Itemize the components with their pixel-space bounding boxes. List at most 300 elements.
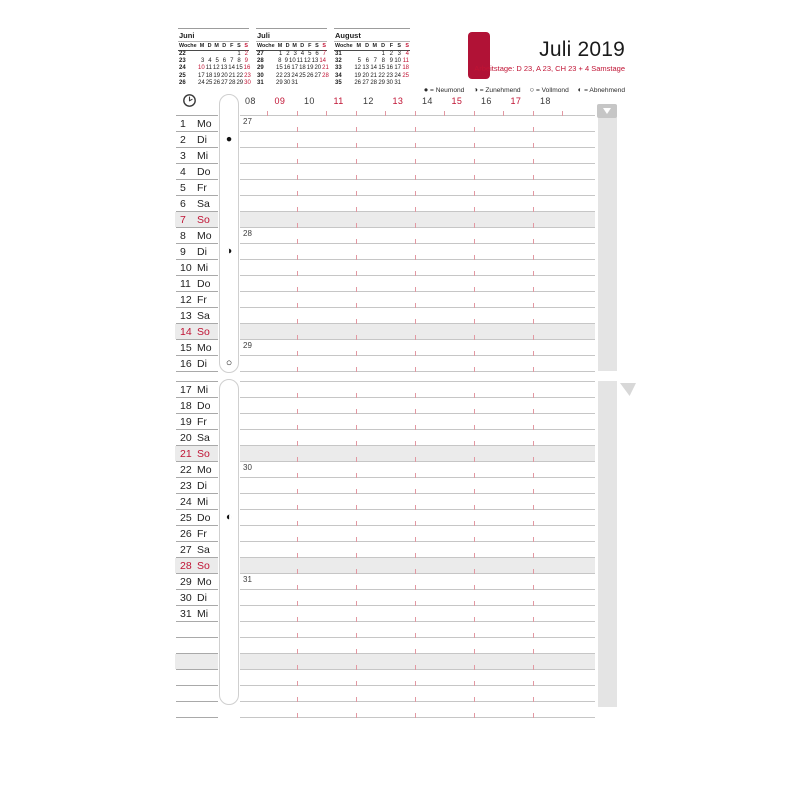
- mini-calendar-day: 14: [370, 65, 377, 72]
- mini-calendar-day: 5: [308, 50, 312, 57]
- weekday-label: Fr: [197, 527, 207, 540]
- mini-calendar-day: 11: [402, 57, 409, 64]
- moon-icon: ◐: [577, 85, 583, 94]
- label-row-line: [176, 147, 218, 148]
- mini-calendar-week: [256, 65, 327, 72]
- mini-calendar-day: 25: [402, 72, 409, 79]
- mini-calendar-august: [334, 28, 410, 88]
- day-slot-row[interactable]: [240, 397, 595, 413]
- day-number: 11: [180, 277, 191, 290]
- workdays-note: Arbeitstage: D 23, A 23, CH 23 + 4 Samstage: [474, 64, 625, 73]
- mini-calendar-week: [334, 58, 410, 65]
- day-slot-row[interactable]: [240, 131, 595, 147]
- mini-calendar-day: 28: [228, 80, 236, 87]
- weekday-label: Fr: [197, 181, 207, 194]
- day-number: 2: [180, 133, 186, 146]
- binding-strip-bottom: [219, 379, 239, 705]
- week-number: 31: [335, 50, 342, 57]
- day-number: 4: [180, 165, 186, 178]
- label-row-line: [176, 541, 218, 542]
- mini-calendar-day: 14: [319, 57, 326, 64]
- day-slot-row[interactable]: [240, 381, 595, 397]
- calendar-week-number: 29: [243, 341, 252, 350]
- day-number: 25: [180, 511, 192, 524]
- mini-calendar-week: [256, 58, 327, 65]
- calendar-week-number: 30: [243, 463, 252, 472]
- mini-calendar-day: 3: [200, 57, 205, 64]
- day-slot-row[interactable]: [240, 509, 595, 525]
- mini-calendar-day: 11: [296, 57, 303, 64]
- week-number: 23: [179, 57, 186, 64]
- mini-calendar-day: 26: [306, 72, 314, 79]
- mini-calendar-day: 18: [299, 65, 306, 72]
- mini-calendar-day: 30: [244, 80, 251, 87]
- mini-calendar-day: 8: [381, 57, 385, 64]
- hour-label: 17: [510, 96, 522, 106]
- label-row-line: [176, 307, 218, 308]
- mini-calendar-day: [313, 80, 320, 87]
- mini-calendar-week: [334, 80, 410, 87]
- mini-calendar-week: [334, 51, 410, 58]
- day-number: 29: [180, 575, 192, 588]
- day-slot-row[interactable]: [240, 541, 595, 557]
- week-column-label: Woche: [257, 42, 275, 49]
- mini-calendar-day: 21: [322, 65, 329, 72]
- label-row-line: [176, 195, 218, 196]
- mini-calendar-day: 29: [276, 80, 283, 87]
- mini-calendar-week: [256, 73, 327, 80]
- weekday-header: D: [222, 42, 227, 49]
- day-slot-row[interactable]: [240, 339, 595, 355]
- weekday-header: S: [237, 42, 241, 49]
- day-number: 7: [180, 213, 186, 226]
- mini-calendar-day: 15: [235, 65, 243, 72]
- day-slot-row[interactable]: [240, 355, 595, 371]
- mini-calendar-day: 2: [286, 50, 290, 57]
- day-slot-row[interactable]: [240, 573, 595, 589]
- label-row-line: [176, 355, 218, 356]
- mini-calendar-day: 5: [357, 57, 361, 64]
- mini-calendar-day: 27: [221, 80, 228, 87]
- notes-slot-row[interactable]: [240, 685, 595, 701]
- weekday-header: S: [322, 42, 326, 49]
- label-row-line: [176, 381, 218, 382]
- day-number: 22: [180, 463, 192, 476]
- day-slot-row[interactable]: [240, 259, 595, 275]
- mini-calendar-day: 28: [322, 72, 329, 79]
- label-row-line: [176, 717, 218, 718]
- mini-calendar-day: 20: [314, 65, 322, 72]
- mini-calendar-day: 7: [373, 57, 377, 64]
- hour-label: 10: [304, 96, 315, 106]
- calendar-week-number: 28: [243, 229, 252, 238]
- mini-calendar-day: [213, 51, 220, 58]
- mini-calendar-day: [198, 51, 205, 58]
- day-slot-row[interactable]: [240, 445, 595, 461]
- weekday-label: Di: [197, 591, 207, 604]
- weekday-label: Do: [197, 511, 211, 524]
- right-margin-bar-bottom: [598, 381, 617, 707]
- day-slot-row[interactable]: [240, 557, 595, 573]
- mini-calendar-day: 19: [213, 72, 221, 79]
- week-number: 22: [179, 50, 186, 57]
- label-row-line: [176, 115, 218, 116]
- day-slot-row[interactable]: [240, 195, 595, 211]
- weekday-label: Mi: [197, 261, 209, 274]
- label-row-line: [176, 685, 218, 686]
- label-row-line: [176, 509, 218, 510]
- mini-calendar-day: 13: [220, 65, 228, 72]
- label-row-line: [176, 621, 218, 622]
- day-number: 19: [180, 415, 192, 428]
- mini-calendar-day: 7: [322, 50, 326, 57]
- notes-slot-row[interactable]: [240, 637, 595, 653]
- week-column-label: Woche: [335, 42, 353, 49]
- mini-calendar-week: [178, 65, 249, 72]
- hour-label: 11: [333, 96, 344, 106]
- weekday-label: Sa: [197, 197, 210, 210]
- weekday-header: S: [405, 42, 409, 49]
- weekday-label: Mi: [197, 149, 209, 162]
- legend-item: ◑ = Zunehmend: [473, 85, 521, 94]
- weekday-header: M: [214, 42, 219, 49]
- day-number: 27: [180, 543, 192, 556]
- timeline-row-line: [240, 717, 595, 718]
- mini-calendar-day: 9: [389, 57, 393, 64]
- mini-calendar-day: 9: [284, 57, 289, 64]
- mini-calendar-juni: [178, 28, 249, 88]
- moon-icon: ●: [423, 85, 429, 94]
- week-number: 29: [257, 65, 264, 72]
- notes-slot-row[interactable]: [240, 701, 595, 717]
- mini-calendar-day: 24: [198, 80, 205, 87]
- mini-calendar-day: 10: [289, 57, 296, 64]
- week-number: 25: [179, 72, 186, 79]
- label-row-line: [176, 371, 218, 372]
- moon-icon: ◑: [473, 85, 478, 94]
- mini-calendar-day: [370, 51, 378, 58]
- mini-calendar-day: [299, 80, 306, 87]
- day-slot-row[interactable]: [240, 429, 595, 445]
- mini-calendar-day: 20: [362, 72, 369, 79]
- label-row-line: [176, 275, 218, 276]
- weekday-label: Di: [197, 479, 207, 492]
- mini-calendar-day: 16: [283, 65, 291, 72]
- mini-calendar-day: 6: [315, 50, 319, 57]
- label-row-line: [176, 131, 218, 132]
- day-number: 23: [180, 479, 192, 492]
- mini-calendar-day: 10: [198, 65, 205, 72]
- mini-calendar-juli: [256, 28, 327, 88]
- weekday-header: F: [230, 42, 234, 49]
- week-number: 34: [335, 72, 342, 79]
- mini-calendar-day: 17: [198, 72, 205, 79]
- day-number: 8: [180, 229, 186, 242]
- day-slot-row[interactable]: [240, 275, 595, 291]
- label-row-line: [176, 573, 218, 574]
- moon-phase-icon: ○: [225, 357, 233, 369]
- label-row-line: [176, 339, 218, 340]
- weekday-label: Sa: [197, 431, 210, 444]
- day-number: 3: [180, 149, 186, 162]
- day-slot-row[interactable]: [240, 211, 595, 227]
- mini-calendar-day: 18: [205, 72, 213, 79]
- day-slot-row[interactable]: [240, 461, 595, 477]
- weekday-header: S: [244, 42, 248, 49]
- label-row-line: [176, 243, 218, 244]
- mini-calendar-day: 4: [208, 57, 212, 64]
- weekday-label: Mo: [197, 341, 212, 354]
- mini-calendar-day: 23: [244, 72, 251, 79]
- hour-label: 15: [451, 96, 463, 106]
- mini-calendar-week: [334, 73, 410, 80]
- mini-calendar-day: 4: [405, 50, 409, 57]
- weekday-header: S: [397, 42, 401, 49]
- weekday-header: F: [308, 42, 312, 49]
- week-number: 30: [257, 72, 264, 79]
- weekday-header: M: [356, 42, 361, 49]
- mini-calendar-day: 24: [394, 72, 401, 79]
- mini-calendar-header: [178, 42, 249, 50]
- hour-label: 14: [422, 96, 433, 106]
- weekday-header: D: [300, 42, 305, 49]
- mini-calendar-day: 23: [386, 72, 393, 79]
- label-row-line: [176, 477, 218, 478]
- day-slot-row[interactable]: [240, 147, 595, 163]
- week-column-label: Woche: [179, 42, 197, 49]
- hour-label: 13: [392, 96, 404, 106]
- mini-calendar-day: 6: [222, 57, 227, 64]
- mini-calendar-day: 13: [362, 65, 369, 72]
- moon-phase-icon: ●: [225, 133, 233, 145]
- mini-calendar-day: 19: [354, 72, 361, 79]
- mini-calendar-day: 31: [394, 80, 401, 87]
- day-slot-row[interactable]: [240, 115, 595, 131]
- day-slot-row[interactable]: [240, 493, 595, 509]
- day-slot-row[interactable]: [240, 605, 595, 621]
- week-number: 33: [335, 65, 342, 72]
- label-row-line: [176, 179, 218, 180]
- clock-icon: [182, 93, 197, 108]
- weekday-header: M: [292, 42, 297, 49]
- notes-slot-row[interactable]: [240, 669, 595, 685]
- mini-calendar-week: [178, 51, 249, 58]
- label-row-line: [176, 605, 218, 606]
- day-number: 24: [180, 495, 192, 508]
- label-row-line: [176, 637, 218, 638]
- day-number: 15: [180, 341, 192, 354]
- day-slot-row[interactable]: [240, 413, 595, 429]
- day-slot-row[interactable]: [240, 589, 595, 605]
- mini-calendar-day: 1: [381, 50, 385, 57]
- weekday-label: Sa: [197, 543, 210, 556]
- mini-calendar-day: 26: [354, 80, 361, 87]
- label-row-line: [176, 589, 218, 590]
- day-slot-row[interactable]: [240, 227, 595, 243]
- mini-calendar-day: 16: [386, 65, 393, 72]
- day-slot-row[interactable]: [240, 291, 595, 307]
- weekday-label: Sa: [197, 309, 210, 322]
- day-slot-row[interactable]: [240, 323, 595, 339]
- scroll-down-button[interactable]: [597, 104, 617, 118]
- day-number: 17: [180, 383, 192, 396]
- label-row-line: [176, 669, 218, 670]
- mini-calendar-week: [334, 65, 410, 72]
- legend-item: ● = Neumond: [423, 85, 465, 94]
- mini-calendar-week: [178, 80, 249, 87]
- mini-calendar-day: 10: [394, 57, 401, 64]
- notes-slot-row[interactable]: [240, 653, 595, 669]
- mini-calendar-day: 30: [283, 80, 291, 87]
- weekday-label: Mi: [197, 607, 209, 620]
- weekday-header: D: [207, 42, 212, 49]
- calendar-week-number: 31: [243, 575, 252, 584]
- day-number: 9: [180, 245, 186, 258]
- mini-calendar-day: 22: [378, 72, 385, 79]
- weekday-header: F: [389, 42, 393, 49]
- calendar-week-number: 27: [243, 117, 252, 126]
- weekday-label: Di: [197, 245, 207, 258]
- mini-calendar-day: 3: [397, 50, 401, 57]
- day-slot-row[interactable]: [240, 163, 595, 179]
- mini-calendar-day: 21: [228, 72, 236, 79]
- moon-phase-icon: ◐: [225, 511, 233, 523]
- mini-calendar-day: 25: [299, 72, 306, 79]
- day-number: 14: [180, 325, 192, 338]
- label-row-line: [176, 397, 218, 398]
- moon-icon: ○: [529, 85, 535, 94]
- mini-calendar-day: 2: [244, 50, 248, 57]
- weekday-label: Fr: [197, 293, 207, 306]
- label-row-line: [176, 227, 218, 228]
- weekday-label: Do: [197, 165, 211, 178]
- mini-calendar-day: 19: [306, 65, 314, 72]
- sunday-band-label: [175, 654, 218, 669]
- weekday-header: D: [285, 42, 290, 49]
- week-number: 31: [257, 80, 264, 87]
- mini-calendar-title: August: [335, 30, 361, 40]
- mini-calendar-day: 30: [386, 80, 393, 87]
- day-slot-row[interactable]: [240, 243, 595, 259]
- legend-item: ◐ = Abnehmend: [577, 85, 625, 94]
- label-row-line: [176, 429, 218, 430]
- mini-calendar-day: 24: [291, 72, 299, 79]
- weekday-header: M: [199, 42, 205, 49]
- mini-calendar-day: 4: [300, 50, 305, 57]
- weekday-label: So: [197, 559, 210, 572]
- weekday-header: S: [315, 42, 319, 49]
- mini-calendar-day: 16: [243, 65, 251, 72]
- day-number: 5: [180, 181, 186, 194]
- day-number: 26: [180, 527, 192, 540]
- mini-calendar-day: 8: [278, 57, 282, 64]
- mini-calendar-day: 25: [205, 80, 213, 87]
- weekday-header: M: [277, 42, 283, 49]
- day-slot-row[interactable]: [240, 477, 595, 493]
- hour-label: 18: [540, 96, 551, 106]
- mini-calendar-day: 1: [237, 50, 241, 57]
- weekday-label: So: [197, 447, 210, 460]
- mini-calendar-day: 27: [362, 80, 369, 87]
- weekday-label: Do: [197, 277, 211, 290]
- weekday-label: Mo: [197, 463, 212, 476]
- mini-calendar-day: 7: [230, 57, 234, 64]
- weekday-label: Mo: [197, 229, 212, 242]
- mini-calendar-day: 9: [244, 57, 248, 64]
- mini-calendar-title: Juli: [257, 30, 270, 40]
- mini-calendar-day: [354, 51, 362, 58]
- day-slot-row[interactable]: [240, 179, 595, 195]
- moon-phase-legend: [415, 85, 625, 94]
- label-row-line: [176, 163, 218, 164]
- mini-calendar-day: [205, 51, 212, 58]
- mini-calendar-day: 2: [389, 50, 393, 57]
- week-number: 35: [335, 80, 342, 87]
- moon-phase-icon: ◑: [225, 245, 233, 257]
- timeline-row-line: [240, 371, 595, 372]
- mini-calendar-day: 1: [278, 50, 283, 57]
- weekday-label: Mo: [197, 575, 212, 588]
- mini-calendar-day: 17: [291, 65, 299, 72]
- mini-calendar-week: [178, 58, 249, 65]
- weekday-label: So: [197, 325, 210, 338]
- day-number: 28: [180, 559, 192, 572]
- mini-calendar-day: 20: [221, 72, 228, 79]
- mini-calendar-day: [220, 51, 227, 58]
- mini-calendar-day: 5: [215, 57, 219, 64]
- right-margin-bar-top: [598, 105, 617, 371]
- hour-label: 09: [274, 96, 286, 106]
- day-number: 18: [180, 399, 192, 412]
- mini-calendar-day: 21: [370, 72, 377, 79]
- label-row-line: [176, 525, 218, 526]
- weekday-header: D: [365, 42, 369, 49]
- mini-calendar-week: [256, 51, 327, 58]
- mini-calendar-day: 15: [276, 65, 283, 72]
- month-title: Juli 2019: [539, 38, 625, 61]
- day-number: 13: [180, 309, 192, 322]
- week-number: 24: [179, 65, 186, 72]
- mini-calendar-day: 26: [213, 80, 221, 87]
- mini-calendar-day: 11: [205, 65, 212, 72]
- mini-calendar-day: 23: [283, 72, 291, 79]
- label-row-line: [176, 701, 218, 702]
- hour-label: 16: [481, 96, 492, 106]
- mini-calendar-day: 18: [402, 65, 409, 72]
- day-slot-row[interactable]: [240, 307, 595, 323]
- day-number: 21: [180, 447, 192, 460]
- weekday-label: Mi: [197, 495, 209, 508]
- mini-calendar-day: [362, 51, 370, 58]
- day-slot-row[interactable]: [240, 525, 595, 541]
- mini-calendar-day: 31: [291, 80, 299, 87]
- week-number: 28: [257, 57, 264, 64]
- weekday-header: D: [381, 42, 385, 49]
- day-number: 1: [180, 117, 186, 130]
- notes-slot-row[interactable]: [240, 621, 595, 637]
- mini-calendar-day: 14: [228, 65, 235, 72]
- week-number: 26: [179, 80, 186, 87]
- mini-calendar-week: [178, 73, 249, 80]
- weekday-label: Mo: [197, 117, 212, 130]
- week-number: 32: [335, 57, 342, 64]
- weekday-label: Di: [197, 133, 207, 146]
- weekday-label: So: [197, 213, 210, 226]
- label-row-line: [176, 493, 218, 494]
- mini-calendar-day: [227, 51, 234, 58]
- mini-calendar-day: [306, 80, 313, 87]
- mini-calendar-day: 3: [293, 50, 297, 57]
